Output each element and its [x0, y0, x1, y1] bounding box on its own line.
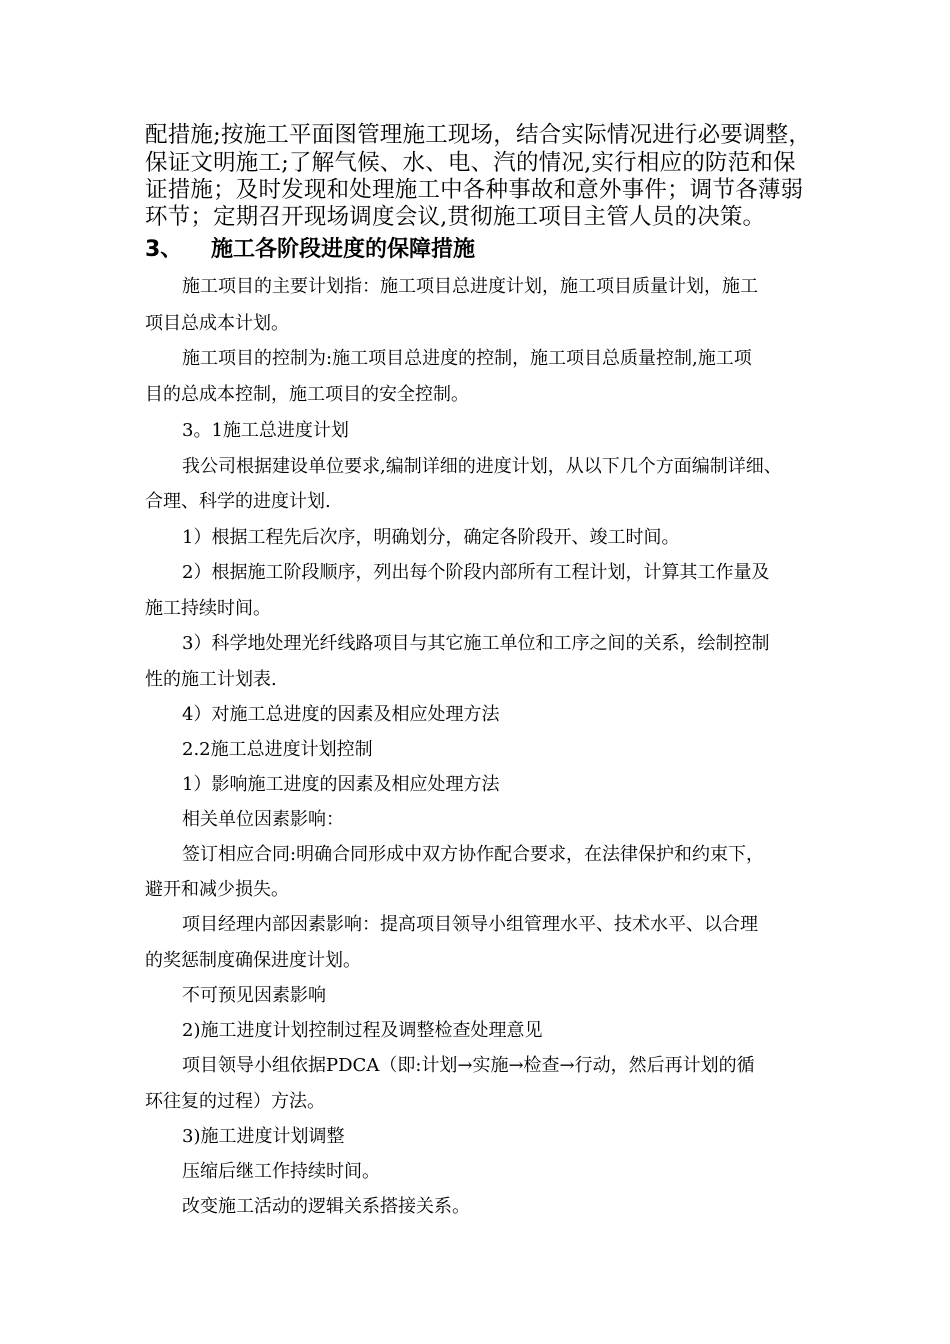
list-item: 2)施工进度计划控制过程及调整检查处理意见	[182, 1020, 543, 1041]
body-line: 不可预见因素影响	[182, 985, 326, 1006]
body-line: 的奖惩制度确保进度计划。	[145, 950, 361, 971]
list-item: 3)施工进度计划调整	[182, 1126, 345, 1147]
body-line: 签订相应合同:明确合同形成中双方协作配合要求，在法律保护和约束下，	[182, 844, 765, 865]
body-line: 相关单位因素影响：	[182, 809, 344, 830]
section-number: 3、	[145, 237, 183, 262]
body-line: 我公司根据建设单位要求,编制详细的进度计划，从以下几个方面编制详细、	[182, 456, 782, 477]
body-line: 项目领导小组依据PDCA（即:计划→实施→检查→行动，然后再计划的循	[182, 1055, 755, 1076]
body-line: 施工项目的主要计划指：施工项目总进度计划，施工项目质量计划，施工	[182, 276, 758, 297]
section-heading	[145, 236, 810, 264]
body-line: 环往复的过程）方法。	[145, 1091, 325, 1112]
body-line: 施工持续时间。	[145, 598, 271, 619]
intro-line: 保证文明施工;了解气候、水、电、汽的情况,实行相应的防范和保	[145, 150, 796, 176]
list-item: 1）根据工程先后次序，明确划分，确定各阶段开、竣工时间。	[182, 527, 680, 548]
body-line: 避开和减少损失。	[145, 879, 289, 900]
intro-line: 证措施；及时发现和处理施工中各种事故和意外事件；调节各薄弱	[145, 177, 804, 203]
intro-line: 环节；定期召开现场调度会议,贯彻施工项目主管人员的决策。	[145, 204, 766, 230]
subsection-title: 3。1施工总进度计划	[182, 420, 349, 441]
list-item: 4）对施工总进度的因素及相应处理方法	[182, 704, 500, 725]
list-item: 3）科学地处理光纤线路项目与其它施工单位和工序之间的关系，绘制控制	[182, 633, 770, 654]
body-line: 压缩后继工作持续时间。	[182, 1161, 380, 1182]
body-line: 改变施工活动的逻辑关系搭接关系。	[182, 1196, 470, 1217]
body-line: 合理、科学的进度计划.	[145, 491, 331, 512]
subsection-title: 2.2施工总进度计划控制	[182, 739, 373, 760]
body-line: 项目经理内部因素影响：提高项目领导小组管理水平、技术水平、以合理	[182, 914, 758, 935]
intro-line: 配措施;按施工平面图管理施工现场，结合实际情况进行必要调整，	[145, 122, 812, 148]
body-line: 项目总成本计划。	[145, 313, 289, 334]
body-line: 施工项目的控制为:施工项目总进度的控制，施工项目总质量控制,施工项	[182, 348, 752, 369]
list-item: 1）影响施工进度的因素及相应处理方法	[182, 774, 500, 795]
list-item: 2）根据施工阶段顺序，列出每个阶段内部所有工程计划，计算其工作量及	[182, 562, 770, 583]
section-title: 施工各阶段进度的保障措施	[211, 237, 476, 262]
body-line: 性的施工计划表.	[145, 669, 277, 690]
body-line: 目的总成本控制，施工项目的安全控制。	[145, 384, 469, 405]
